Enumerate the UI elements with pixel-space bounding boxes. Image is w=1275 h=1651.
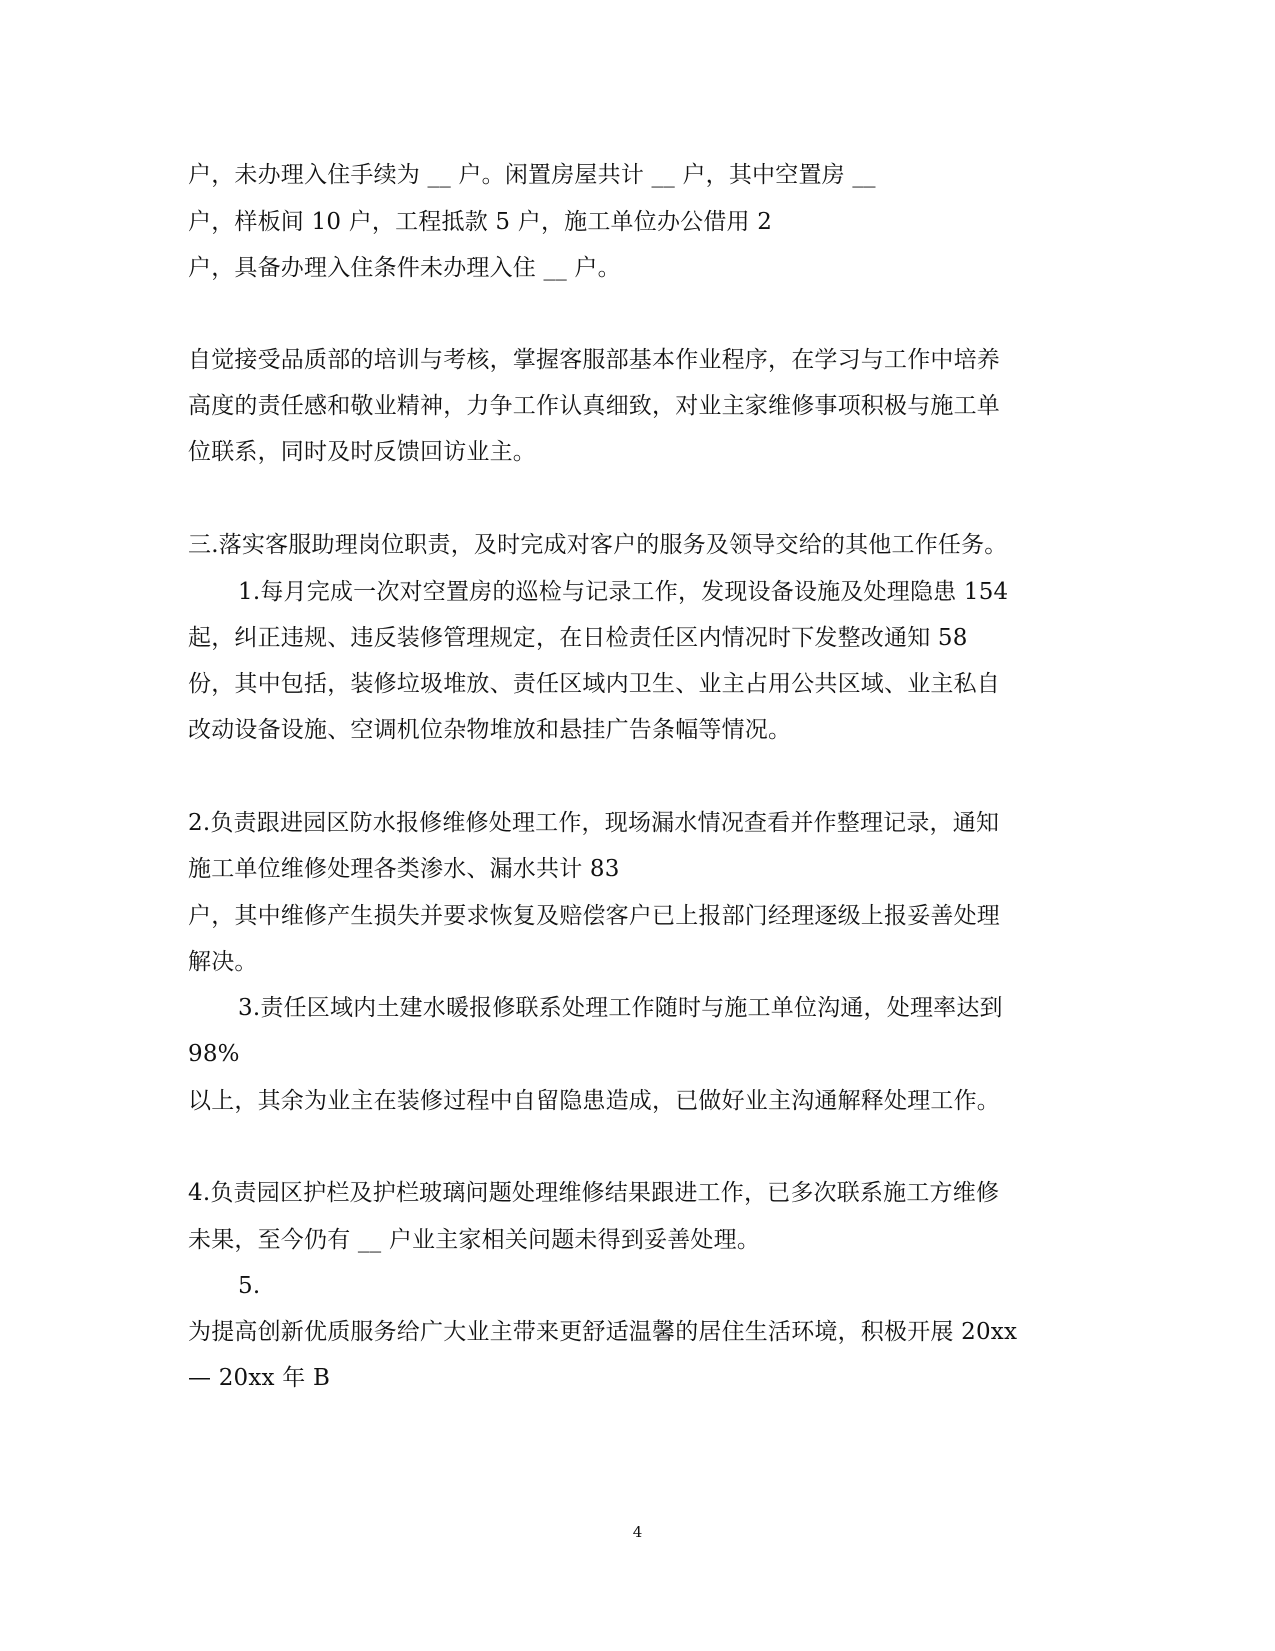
- text-line: 1.每月完成一次对空置房的巡检与记录工作，发现设备设施及处理隐患 154: [238, 579, 1009, 605]
- text-line: — 20xx 年 B: [188, 1365, 331, 1391]
- page-number: 4: [632, 1523, 643, 1541]
- text-line: 改动设备设施、空调机位杂物堆放和悬挂广告条幅等情况。: [188, 717, 792, 743]
- text-line: 户，样板间 10 户，工程抵款 5 户，施工单位办公借用 2: [188, 209, 773, 235]
- text-line: 份，其中包括，装修垃圾堆放、责任区域内卫生、业主占用公共区域、业主私自: [188, 671, 1000, 697]
- text-line: 为提高创新优质服务给广大业主带来更舒适温馨的居住生活环境，积极开展 20xx: [188, 1319, 1018, 1345]
- text-line: 位联系，同时及时反馈回访业主。: [188, 439, 536, 465]
- section-heading: 三.落实客服助理岗位职责，及时完成对客户的服务及领导交给的其他工作任务。: [188, 532, 1008, 558]
- text-line: 高度的责任感和敬业精神，力争工作认真细致，对业主家维修事项积极与施工单: [188, 393, 1000, 419]
- text-line: 98%: [188, 1041, 240, 1067]
- text-line: 户，其中维修产生损失并要求恢复及赔偿客户已上报部门经理逐级上报妥善处理: [188, 903, 1000, 929]
- text-line: 3.责任区域内土建水暖报修联系处理工作随时与施工单位沟通，处理率达到: [238, 995, 1003, 1021]
- text-line: 户，未办理入住手续为 __ 户。闲置房屋共计 __ 户，其中空置房 __: [188, 162, 876, 188]
- text-line: 以上，其余为业主在装修过程中自留隐患造成，已做好业主沟通解释处理工作。: [188, 1088, 1000, 1114]
- text-line: 自觉接受品质部的培训与考核，掌握客服部基本作业程序，在学习与工作中培养: [188, 347, 1000, 373]
- text-line: 4.负责园区护栏及护栏玻璃问题处理维修结果跟进工作，已多次联系施工方维修: [188, 1180, 1000, 1206]
- text-line: 户，具备办理入住条件未办理入住 __ 户。: [188, 255, 621, 281]
- text-line: 5.: [238, 1273, 261, 1299]
- text-line: 解决。: [188, 949, 258, 975]
- text-line: 施工单位维修处理各类渗水、漏水共计 83: [188, 856, 620, 882]
- text-line: 未果，至今仍有 __ 户业主家相关问题未得到妥善处理。: [188, 1227, 761, 1253]
- text-line: 2.负责跟进园区防水报修维修处理工作，现场漏水情况查看并作整理记录，通知: [188, 810, 1000, 836]
- text-line: 起，纠正违规、违反装修管理规定，在日检责任区内情况时下发整改通知 58: [188, 625, 968, 651]
